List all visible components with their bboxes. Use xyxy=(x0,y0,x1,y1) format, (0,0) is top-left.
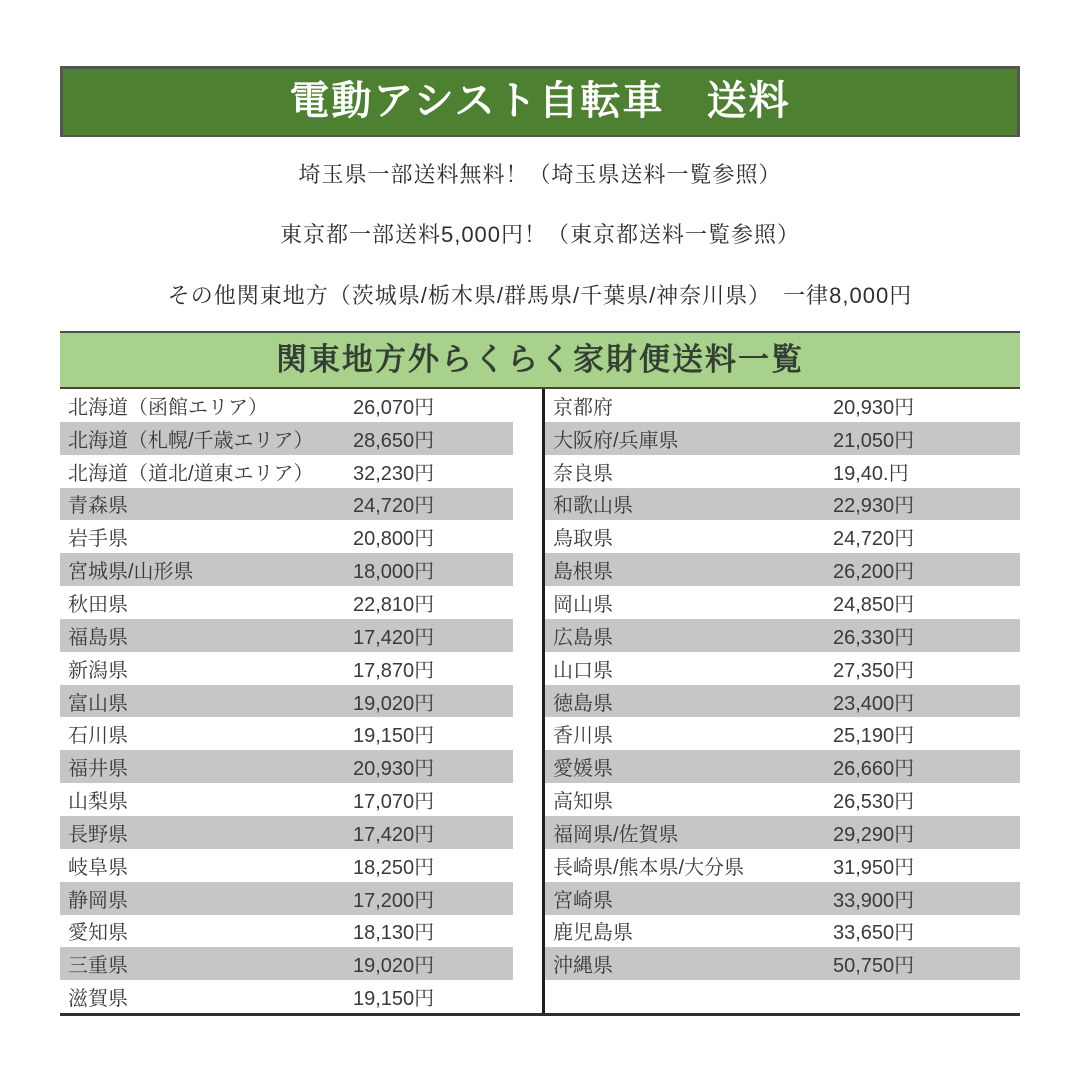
table-row xyxy=(545,685,1020,718)
price-cell: 25,190円 xyxy=(833,725,915,748)
price-cell: 31,950円 xyxy=(833,856,915,879)
table-row xyxy=(545,783,1020,816)
region-cell: 愛知県 xyxy=(68,922,128,945)
region-cell: 宮崎県 xyxy=(545,882,833,915)
region-cell: 石川県 xyxy=(68,725,128,748)
price-cell: 24,720円 xyxy=(353,488,513,521)
region-cell: 島根県 xyxy=(545,553,833,586)
region-cell: 静岡県 xyxy=(60,882,353,915)
region-cell: 岩手県 xyxy=(68,528,128,551)
region-cell: 福井県 xyxy=(60,750,353,783)
table-row xyxy=(545,455,1020,488)
row-spacer xyxy=(513,816,542,849)
row-spacer xyxy=(513,619,542,652)
row-spacer xyxy=(513,685,542,718)
row-spacer xyxy=(513,783,542,816)
table-row xyxy=(545,849,1020,882)
price-cell: 18,130円 xyxy=(353,922,435,945)
table-row xyxy=(545,980,1020,1013)
table-row xyxy=(545,520,1020,553)
row-spacer xyxy=(513,455,542,488)
price-cell: 20,930円 xyxy=(353,750,513,783)
table-row xyxy=(60,915,542,948)
region-cell: 福島県 xyxy=(60,619,353,652)
price-cell: 19,40.円 xyxy=(833,462,909,485)
table-right-half xyxy=(542,389,1020,1013)
table-row xyxy=(60,685,542,718)
row-spacer xyxy=(513,882,542,915)
table-row xyxy=(60,882,542,915)
price-cell: 17,070円 xyxy=(353,791,435,814)
price-cell: 23,400円 xyxy=(833,685,1020,718)
table-row xyxy=(545,947,1020,980)
table-row xyxy=(60,422,542,455)
price-cell: 17,420円 xyxy=(353,619,513,652)
price-cell xyxy=(833,980,1020,1013)
price-cell: 50,750円 xyxy=(833,947,1020,980)
region-cell xyxy=(545,980,833,1013)
region-cell: 北海道（道北/道東エリア） xyxy=(68,462,314,485)
price-cell: 26,660円 xyxy=(833,750,1020,783)
row-spacer xyxy=(513,947,542,980)
price-cell: 17,870円 xyxy=(353,659,435,682)
table-row xyxy=(545,816,1020,849)
price-cell: 18,250円 xyxy=(353,856,435,879)
price-cell: 22,810円 xyxy=(353,593,435,616)
region-cell: 沖縄県 xyxy=(545,947,833,980)
price-cell: 24,720円 xyxy=(833,528,915,551)
shipping-notes xyxy=(60,137,1020,331)
price-cell: 20,930円 xyxy=(833,396,915,419)
region-cell: 広島県 xyxy=(545,619,833,652)
table-row xyxy=(60,520,542,553)
row-spacer xyxy=(513,520,542,553)
price-cell: 19,150円 xyxy=(353,725,435,748)
region-cell: 山梨県 xyxy=(68,791,128,814)
table-row xyxy=(60,586,542,619)
price-cell: 28,650円 xyxy=(353,422,513,455)
price-cell: 26,200円 xyxy=(833,553,1020,586)
note-tokyo: 東京都一部送料5,000円！（東京都送料一覧参照） xyxy=(279,222,801,248)
table-row xyxy=(545,586,1020,619)
region-cell: 愛媛県 xyxy=(545,750,833,783)
price-cell: 17,420円 xyxy=(353,816,513,849)
region-cell: 大阪府/兵庫県 xyxy=(545,422,833,455)
table-row xyxy=(60,750,542,783)
region-cell: 鹿児島県 xyxy=(553,922,633,945)
content-frame xyxy=(60,66,1020,1016)
table-row xyxy=(545,553,1020,586)
price-cell: 24,850円 xyxy=(833,593,915,616)
row-spacer xyxy=(513,750,542,783)
region-cell: 高知県 xyxy=(553,791,613,814)
region-cell: 山口県 xyxy=(553,659,613,682)
table-row xyxy=(545,750,1020,783)
table-row xyxy=(60,783,542,816)
price-cell: 33,650円 xyxy=(833,922,915,945)
region-cell: 京都府 xyxy=(553,396,613,419)
region-cell: 青森県 xyxy=(60,488,353,521)
row-spacer xyxy=(513,849,542,882)
price-cell: 19,020円 xyxy=(353,685,513,718)
table-row xyxy=(60,455,542,488)
region-cell: 宮城県/山形県 xyxy=(60,553,353,586)
region-cell: 岡山県 xyxy=(553,593,613,616)
price-cell: 22,930円 xyxy=(833,488,1020,521)
note-saitama: 埼玉県一部送料無料！（埼玉県送料一覧参照） xyxy=(298,161,782,187)
region-cell: 三重県 xyxy=(60,947,353,980)
price-cell: 29,290円 xyxy=(833,816,1020,849)
table-row xyxy=(545,882,1020,915)
price-cell: 26,070円 xyxy=(353,396,435,419)
row-spacer xyxy=(513,553,542,586)
price-cell: 18,000円 xyxy=(353,553,513,586)
table-row xyxy=(60,980,542,1013)
table-row xyxy=(60,816,542,849)
table-row xyxy=(60,652,542,685)
price-cell: 19,020円 xyxy=(353,947,513,980)
price-cell: 20,800円 xyxy=(353,528,435,551)
region-cell: 秋田県 xyxy=(68,593,128,616)
price-cell: 19,150円 xyxy=(353,988,435,1011)
table-row xyxy=(60,717,542,750)
price-cell: 17,200円 xyxy=(353,882,513,915)
row-spacer xyxy=(513,488,542,521)
shipping-fee-table xyxy=(60,389,1020,1016)
region-cell: 長野県 xyxy=(60,816,353,849)
price-cell: 26,530円 xyxy=(833,791,915,814)
table-row xyxy=(60,947,542,980)
region-cell: 和歌山県 xyxy=(545,488,833,521)
table-left-half xyxy=(60,389,542,1013)
region-cell: 北海道（函館エリア） xyxy=(68,396,268,419)
region-cell: 香川県 xyxy=(553,725,613,748)
table-row xyxy=(545,619,1020,652)
row-spacer xyxy=(513,586,542,619)
row-spacer xyxy=(513,652,542,685)
table-row xyxy=(60,389,542,422)
price-cell: 33,900円 xyxy=(833,882,1020,915)
region-cell: 奈良県 xyxy=(553,462,613,485)
table-row xyxy=(60,849,542,882)
region-cell: 滋賀県 xyxy=(68,988,128,1011)
region-cell: 鳥取県 xyxy=(553,528,613,551)
table-row xyxy=(545,488,1020,521)
price-cell: 21,050円 xyxy=(833,422,1020,455)
note-kanto-other: その他関東地方（茨城県/栃木県/群馬県/千葉県/神奈川県） 一律8,000円 xyxy=(167,283,913,309)
region-cell: 徳島県 xyxy=(545,685,833,718)
page-title: 電動アシスト自転車 送料 xyxy=(60,66,1020,137)
region-cell: 長崎県/熊本県/大分県 xyxy=(553,856,745,879)
table-row xyxy=(545,652,1020,685)
table-row xyxy=(60,553,542,586)
row-spacer xyxy=(513,915,542,948)
region-cell: 新潟県 xyxy=(68,659,128,682)
row-spacer xyxy=(513,389,542,422)
region-cell: 福岡県/佐賀県 xyxy=(545,816,833,849)
region-cell: 富山県 xyxy=(60,685,353,718)
table-row xyxy=(545,915,1020,948)
table-row xyxy=(60,619,542,652)
table-row xyxy=(545,422,1020,455)
row-spacer xyxy=(513,717,542,750)
row-spacer xyxy=(513,422,542,455)
price-cell: 32,230円 xyxy=(353,462,435,485)
price-cell: 26,330円 xyxy=(833,619,1020,652)
region-cell: 岐阜県 xyxy=(68,856,128,879)
table-row xyxy=(545,389,1020,422)
table-row xyxy=(60,488,542,521)
region-cell: 北海道（札幌/千歳エリア） xyxy=(60,422,353,455)
row-spacer xyxy=(513,980,542,1013)
table-title: 関東地方外らくらく家財便送料一覧 xyxy=(60,331,1020,389)
price-cell: 27,350円 xyxy=(833,659,915,682)
table-row xyxy=(545,717,1020,750)
